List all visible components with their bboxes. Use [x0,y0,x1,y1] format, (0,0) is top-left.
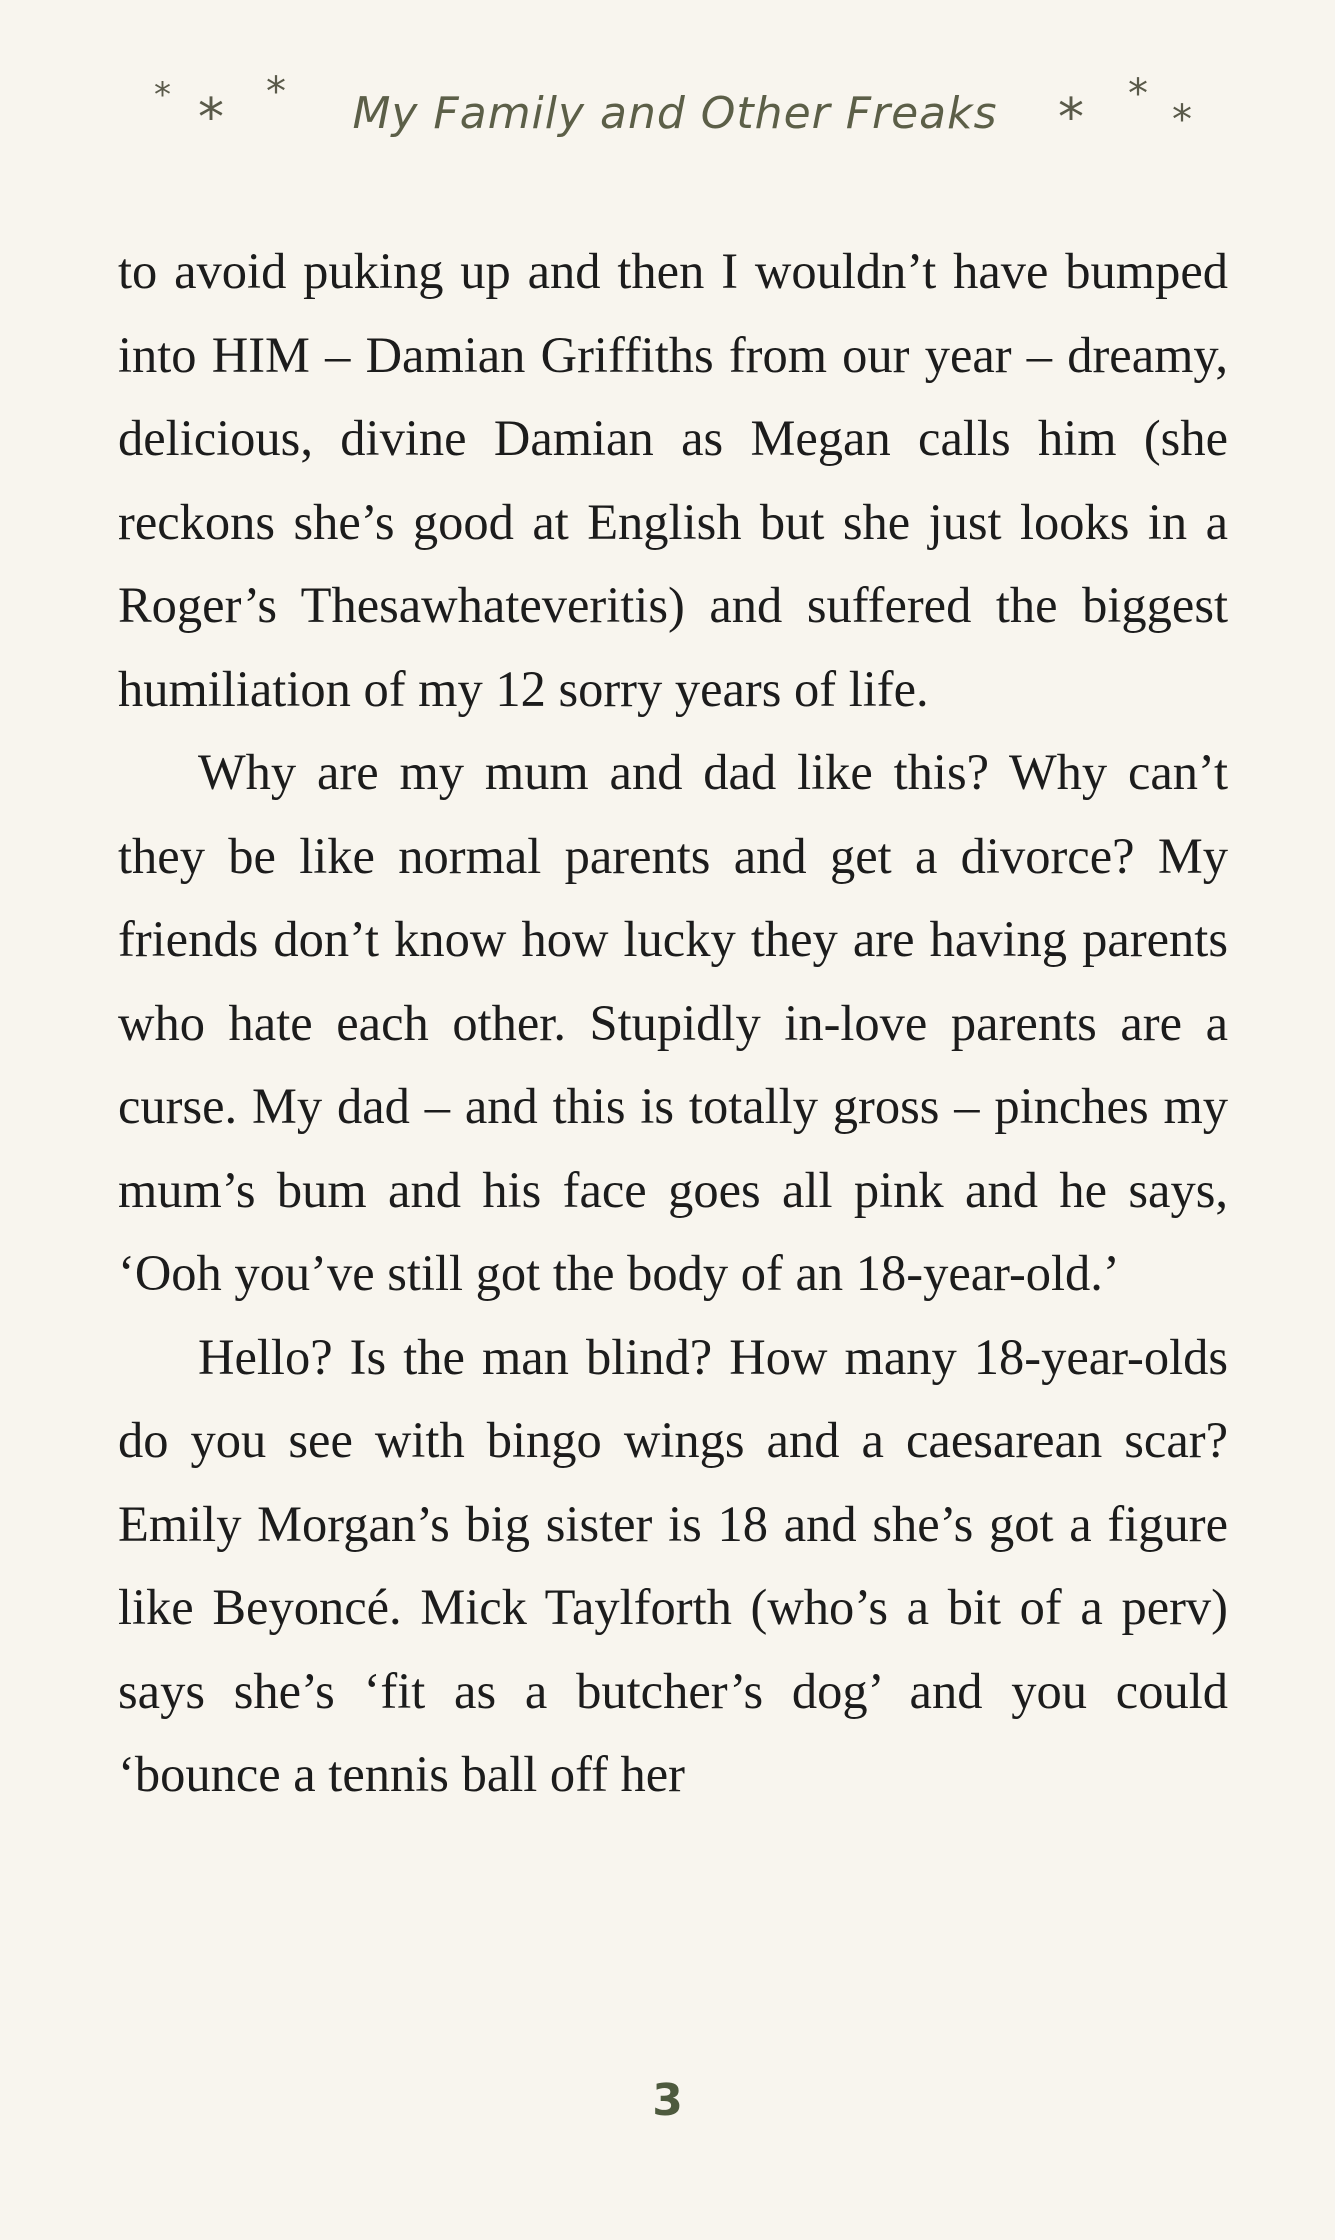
page-number: 3 [652,2075,683,2126]
paragraph: to avoid puking up and then I wouldn’t have bumped into HIM – Damian Griffiths from our year – dreamy, delicious, divine Damian as Megan calls him (she reckons she’s good at English but she just looks in a Roger’s Thesawhateveritis) and suffered the biggest humiliation of my 12 sorry years of life. [118,243,1228,717]
header-ornament-left [148,70,308,160]
star-icon: * [154,75,171,115]
star-icon: * [1172,97,1192,143]
star-icon: * [266,69,286,115]
paragraph: Why are my mum and dad like this? Why can’t they be like normal parents and get a divorce? My friends don’t know how lucky they are having parents who hate each other. Stupidly in-love parents are a curse. My dad – and this is totally gross – pinches my mum’s bum and his face goes all pink and he says, ‘Ooh you’ve still got the body of an 18-year-old.’ [118,744,1228,1301]
star-icon: * [198,88,224,148]
star-icon: * [1058,88,1084,148]
running-header [0,70,1335,180]
header-ornament-right [1048,70,1208,160]
paragraph: Hello? Is the man blind? How many 18-year-olds do you see with bingo wings and a caesarean scar? Emily Morgan’s big sister is 18 and she’s got a figure like Beyoncé. Mick Taylforth (who’s a bit of a perv) says she’s ‘fit as a butcher’s dog’ and you could ‘bounce a tennis ball off her [118,1328,1228,1802]
star-icon: * [1128,71,1148,117]
book-title: My Family and Other Freaks [352,88,998,139]
body-text [118,230,1228,1817]
